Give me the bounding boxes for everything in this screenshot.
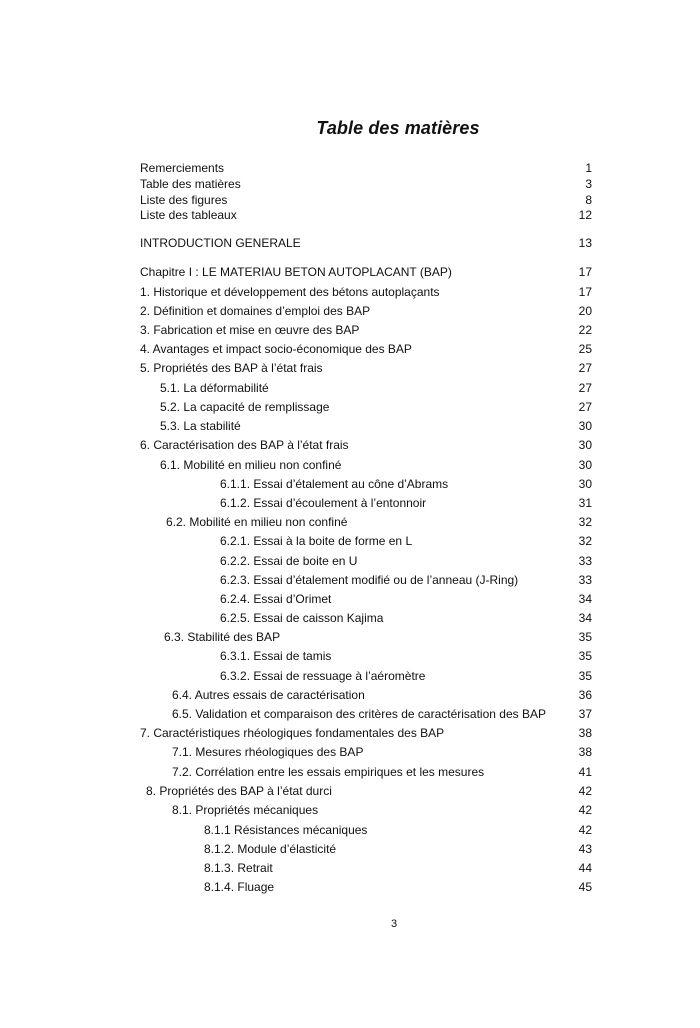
toc-entry-page: 35 <box>578 649 592 663</box>
toc-entry-page: 33 <box>578 554 592 568</box>
toc-entry <box>140 360 592 376</box>
toc-entry-page: 31 <box>578 496 592 510</box>
toc-entry-page: 27 <box>578 361 592 375</box>
toc-entry <box>140 457 592 473</box>
toc-entry-label: 6.2.1. Essai à la boite de forme en L <box>220 534 413 548</box>
toc-entry <box>140 192 592 208</box>
toc-entry-label: 3. Fabrication et mise en œuvre des BAP <box>140 323 360 337</box>
toc-entry-page: 22 <box>578 323 592 337</box>
toc-entry-page: 30 <box>578 419 592 433</box>
toc-entry <box>140 264 592 280</box>
toc-entry <box>140 495 592 511</box>
toc-entry-label: 6.4. Autres essais de caractérisation <box>172 688 365 702</box>
toc-entry-label: 4. Avantages et impact socio-économique des BAP <box>140 342 412 356</box>
toc-entry <box>140 380 592 396</box>
toc-entry-page: 25 <box>578 342 592 356</box>
toc-entry-label: 8.1. Propriétés mécaniques <box>172 803 319 817</box>
toc-entry-page: 38 <box>578 726 592 740</box>
toc-entry <box>140 860 592 876</box>
toc-entry <box>140 476 592 492</box>
toc-entry-page: 36 <box>578 688 592 702</box>
toc-entry-page: 8 <box>585 193 592 207</box>
toc-entry <box>140 303 592 319</box>
toc-entry-label: 6.1. Mobilité en milieu non confiné <box>160 458 342 472</box>
toc-entry-page: 13 <box>578 236 592 250</box>
toc-entry-label: 6.3. Stabilité des BAP <box>164 630 281 644</box>
toc-entry-label: 6.3.2. Essai de ressuage à l’aéromètre <box>220 669 426 683</box>
toc-entry-label: 6.2. Mobilité en milieu non confiné <box>166 515 348 529</box>
toc-entry-label: 1. Historique et développement des bétons autoplaçants <box>140 285 440 299</box>
toc-entry-page: 42 <box>578 803 592 817</box>
toc-entry-label: 5. Propriétés des BAP à l’état frais <box>140 361 323 375</box>
toc-entry-label: 6.2.4. Essai d’Orimet <box>220 592 332 606</box>
toc-entry <box>140 341 592 357</box>
toc-entry <box>140 841 592 857</box>
toc-entry-page: 1 <box>585 161 592 175</box>
toc-entry-page: 44 <box>578 861 592 875</box>
toc-entry-page: 41 <box>578 765 592 779</box>
toc-entry-page: 27 <box>578 381 592 395</box>
toc-entry <box>140 553 592 569</box>
toc-entry-label: Liste des tableaux <box>140 208 237 222</box>
toc-entry-label: 5.2. La capacité de remplissage <box>160 400 330 414</box>
toc-entry <box>140 764 592 780</box>
toc-entry-page: 17 <box>578 285 592 299</box>
toc-entry <box>140 322 592 338</box>
toc-entry <box>140 783 592 799</box>
toc-entry-label: 6.5. Validation et comparaison des critères de caractérisation des BAP <box>172 707 546 721</box>
toc-entry-page: 42 <box>578 823 592 837</box>
toc-entry <box>140 284 592 300</box>
toc-entry-label: Liste des figures <box>140 193 228 207</box>
toc-entry <box>140 879 592 895</box>
toc-entry <box>140 437 592 453</box>
toc-entry <box>140 514 592 530</box>
toc-entry-label: Chapitre I : LE MATERIAU BETON AUTOPLACANT (BAP) <box>140 265 452 279</box>
toc-title: Table des matières <box>316 118 480 138</box>
toc-entry-page: 34 <box>578 592 592 606</box>
toc-entry <box>140 572 592 588</box>
toc-entry-page: 32 <box>578 515 592 529</box>
toc-entry-label: 8.1.2. Module d’élasticité <box>204 842 337 856</box>
toc-entry-label: 8.1.1 Résistances mécaniques <box>204 823 368 837</box>
toc-entry-page: 33 <box>578 573 592 587</box>
toc-entry <box>140 687 592 703</box>
toc-entry-label: 6.2.3. Essai d’étalement modifié ou de l’anneau (J-Ring) <box>220 573 519 587</box>
toc-entry-label: INTRODUCTION GENERALE <box>140 236 301 250</box>
toc-entry <box>140 418 592 434</box>
toc-entry <box>140 648 592 664</box>
toc-entry <box>140 160 592 176</box>
page-number: 3 <box>390 918 398 930</box>
toc-entry-page: 38 <box>578 745 592 759</box>
toc-entry-label: 7. Caractéristiques rhéologiques fondamentales des BAP <box>140 726 445 740</box>
toc-entry <box>140 802 592 818</box>
toc-entry <box>140 399 592 415</box>
toc-entry-page: 35 <box>578 669 592 683</box>
toc-entry-page: 43 <box>578 842 592 856</box>
toc-entry-label: 5.1. La déformabilité <box>160 381 269 395</box>
toc-entry-label: Table des matières <box>140 177 241 191</box>
toc-entry <box>140 591 592 607</box>
toc-entry <box>140 610 592 626</box>
toc-entry <box>140 533 592 549</box>
toc-entry-label: 6.2.5. Essai de caisson Kajima <box>220 611 384 625</box>
toc-entry-page: 30 <box>578 438 592 452</box>
toc-entry-label: 7.1. Mesures rhéologiques des BAP <box>172 745 364 759</box>
toc-entry-page: 45 <box>578 880 592 894</box>
toc-entry <box>140 706 592 722</box>
toc-entry-label: 2. Définition et domaines d’emploi des BAP <box>140 304 371 318</box>
toc-entry-label: 8. Propriétés des BAP à l’état durci <box>146 784 332 798</box>
toc-entry <box>140 668 592 684</box>
toc-entry-page: 34 <box>578 611 592 625</box>
toc-entry-page: 27 <box>578 400 592 414</box>
toc-entry-label: 8.1.4. Fluage <box>204 880 275 894</box>
toc-entry-label: 8.1.3. Retrait <box>204 861 273 875</box>
toc-entry-page: 30 <box>578 477 592 491</box>
toc-entry-label: 6. Caractérisation des BAP à l’état frais <box>140 438 349 452</box>
toc-entry-page: 32 <box>578 534 592 548</box>
toc-entry-page: 12 <box>578 208 592 222</box>
toc-entry-label: 6.2.2. Essai de boite en U <box>220 554 358 568</box>
toc-entry-page: 37 <box>578 707 592 721</box>
toc-entry-page: 17 <box>578 265 592 279</box>
toc-entry <box>140 235 592 251</box>
toc-entry-label: 6.1.2. Essai d’écoulement à l’entonnoir <box>220 496 427 510</box>
toc-entry-label: 5.3. La stabilité <box>160 419 241 433</box>
toc-entry-page: 20 <box>578 304 592 318</box>
toc-entry-label: 6.1.1. Essai d’étalement au cône d’Abrams <box>220 477 449 491</box>
toc-entry-label: 7.2. Corrélation entre les essais empiriques et les mesures <box>172 765 485 779</box>
toc-entry <box>140 744 592 760</box>
toc-entry <box>140 725 592 741</box>
toc-entry-label: Remerciements <box>140 161 225 175</box>
toc-entry <box>140 822 592 838</box>
toc-entry-page: 30 <box>578 458 592 472</box>
toc-entry <box>140 629 592 645</box>
toc-entry <box>140 207 592 223</box>
toc-entry-page: 3 <box>585 177 592 191</box>
toc-entry-page: 42 <box>578 784 592 798</box>
toc-entry-label: 6.3.1. Essai de tamis <box>220 649 332 663</box>
toc-entry-page: 35 <box>578 630 592 644</box>
toc-entry <box>140 176 592 192</box>
